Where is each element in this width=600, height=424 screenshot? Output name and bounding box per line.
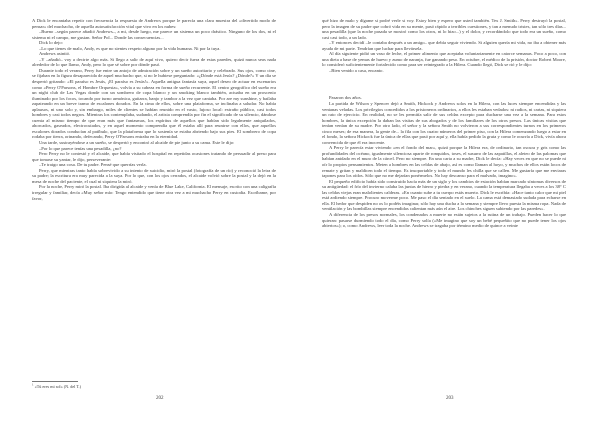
paragraph: Por la noche, Perry miró la postal. Iba dirigida al alcaide y venía de Blue Lake, California. El mensaje, escrito con una caligrafía irregular y familiar, decía «Muy señor mío: Tengo entendido que tiene otra vez a mi muchacho Perry en custodia. Escríbame, por favor, (32, 184, 276, 201)
paragraph: Durante todo el verano, Perry fue entre un antojo de admiración sobre y un sueño autoritario y celebrado. Sus ojos, como cine, se fijaban en la figura desaparecida de aquel muchacho que, si no le hubiese preguntado: «¿Dónde está Jesús? ¿Dónde?» Y un día se despertó gritando: «El paraíso es Jesús, ¡El paraíso es Jesús!». Aquella antigua fantasía suya, aquel deseo de actuar en escenarios como «Perry O'Parsons, el Hombre Orquesta», volvía a su cabeza en forma de sueño recurrente. El centro geográfico del sueño era un night club de Las Vegas donde con un sombrero de copa blanco y un smoking blanco también, actuaba en un proscenio iluminado por los focos, tocando por turno armónica, guitarra, banjo y tambor a la vez que cantaba. Por are my sunshine, y bailaba zapateando en un breve tramo de escalones dorados. En la cima de ellos, sobre una plataforma, se inclinaba a saludar. No había aplausos, ni uno solo y, sin embargo, miles de clientes se habían reunido en el vasto, lujoso local: extraño público, casi todos hombres y casi todos negros. Mientras los contemplaba, sudando, el artista comprendía por fin el significado de su silencio, dándose cuenta al mismo tiempo de que eran más que fantasmas, los espíritus de aquellos que habían sido legalmente aniquilados, ahorcados, gaseados, electrocutados, y en aquel momento comprendía que él estaba allí para reunirse con ellos, que aquellos escalones dorados conducían al patíbulo, que la plataforma que lo sostenía se estaba abriendo bajo sus pies. El sombrero de copa rodaba por tierra, orinando, defecando, Perry O'Parsons entraba en la eternidad. (32, 67, 276, 140)
paragraph: El pequeño edificio había sido construido hacía más de un siglo y los cambios de estación habían marcado síntomas diversos de su antigüedad: el frío del invierno calaba las juntas de hierro y piedra y en verano, cuando la temperatura llegaba a veces a los 38° C las celdas viejas eran malolientes calderas. «En cuanto sube a tu cuerpo estás muerto. Dick le escribía: «Hace tanto calor que mi piel está ardiendo siempre. Procuro moverme poco. Me paso el día sentado en el suelo. La cama está demasiado sudada para echarse en ella. El hedor que despiden no os lo podéis imaginar, sólo hay una ducha a la semana y siempre llevo puesta la misma ropa. Nada de ventilación y las bombillas siempre encendidas calientan más aún el aire. Los chinches siguen subiendo por las paredes». (322, 178, 566, 212)
paragraph: A Dick le encantaba repetir con frecuencia la respuesta de Andrews porque le parecía una clara muestra del «divertido modo de pensar» del muchacho, de aquella autosatisfacción vital que vivo en los nubes: (32, 18, 276, 29)
page-number-right: 203 (446, 396, 454, 401)
page-number-left: 202 (156, 396, 164, 401)
paragraph: –Bien venido a casa, encanto. (329, 67, 384, 73)
paragraph: A Perry le parecía estar viviendo «en el fondo del mar», quizá porque la Hilera era, de ordinario, tan oscura y gris como las profundidades del océano, igualmente silenciosa aparte de ronquidos, toses, el susurro de las zapatillas, el aleteo de las palomas que habían anidado en el muro de la cárcel. Pero no siempre. En una carta a su madre, Dick le decía: «Hay veces en que no se puede ni oír lo propios pensamientos. Meten a hombres en las celdas de abajo, así es como llaman al hoyo, y muchos de ellos están locos de remate y gritan y maldicen todo el tiempo. Es insoportable y todo el mundo les chilla que se callen. Me gustaría que me enviaras tapones para los oídos. Sólo que no me dejarían ponérmelos. No hay descanso para el malvado, imagino». (322, 145, 566, 179)
paragraph: Una tarde, sustrayéndose a un sueño, se despertó y encontró al alcaide de pie junto a su cama. Este le dijo: (39, 140, 235, 146)
paragraph: –Te traigo una cosa. De tu padre. Pensé que querrías verla. (39, 162, 147, 168)
paragraph: Dick lo dejo: (39, 40, 63, 46)
paragraph: –Y –añadió– voy a decirte algo más. Si llego a salir de aquí vivo, quiero decir fuera de estas paredes, quizá nunca seas nada alrededor de lo que llamo, Andy, pero lo que sé sobre por dónde pasó. (32, 56, 276, 68)
right-text-column (322, 18, 566, 229)
paragraph: Pero Perry no le contestó y el alcaide, que había visitado el hospital en repetidas ocasiones tratando de persuadir al preso para que tomase su yantar, le dijo, perseverante: (32, 151, 276, 162)
paragraph: Andrews asintió. (39, 51, 71, 57)
paragraph: –Y entonces decidí –le contaba después a un amigo– que debía seguir viviendo. Si alguien quería mi vida, no iba a obtener más ayuda de mi parte. Tendrían que luchar para llevársela. (322, 40, 566, 51)
footnote (32, 384, 81, 389)
right-page (300, 0, 600, 424)
footnote-rule (32, 381, 78, 382)
paragraph: qué hizo de malo y dígame si podré verle si voy. Estoy bien y espero que usted también. Tex J. Smith». Perry destruyó la postal, pero la imagen de su padre que cobró vida en su mente, pasó rápido a terribles cuestiones, y tan a menudo tristes, tan sólo tres días... una pesadilla (que la noche pasada se mostró como los otros, ni lo hizo...) y el dolor, y recordándolo que todo era un sueño, como casi casi todo, a un lado. (322, 18, 566, 40)
paragraph: Pasaron dos años. (329, 95, 362, 101)
paragraph: La partida de Wilson y Spencer dejó a Smith, Hickock y Andrews solos en la Hilera, con las luces siempre encendidas y las ventanas veladas. Los privilegios concedidos a los prisioneros ordinarios, a ellos les estaban vedados: ni radios, ni cartas, ni siquiera un rato de ejercicio. En realidad, no se les permitía salir de sus celdas excepto para ducharse una vez a la semana. Para estos hombres, la única excepción la daban las visitas de sus abogados y de los familiares de los otros presos. Las únicas visitas que tenían venían de su madre. Por otro lado, el señor y la señora Smith no volvieron a sus correspondientes turnos en los primeros cinco meses; de esa manera, la gente de... la fila con los cuatro números del primer piso, con la Hilera comenzando luego a estar en el fondo, la señora Hickock fue la única de ellas que pasó por aquí y, ella había pedido la gruta y como le ocurría a Dick, vivía ahora convencida de que él era inocente. (322, 101, 566, 145)
footnote-marker: 1 (32, 382, 34, 387)
paragraph: –Bueno –según parece añadió Andrews–, a mi, desde luego, me parece un sistema un poco drástico. Ninguno de los dos, ni el sistema ni el campo, me gustan. Señor Pol... Donde las consecuencias... (32, 29, 276, 40)
paragraph: –Por lo que parece tenías una pesadilla, ¿no? (39, 145, 122, 151)
paragraph: –Lo que tienes de malo, Andy, es que no sientes respeto alguno por la vida humana. Ni por la tuya. (39, 45, 221, 51)
footnote-text: «Tú eres mi sol» (N. del T.) (34, 384, 82, 389)
paragraph: A diferencia de los presos normales, los condenados a muerte no están sujetos a la rutina de un trabajo. Pueden hacer lo que quieran: pasarse durmiendo todo el día, como Perry solía («Me imagino que soy un bebé pequeñito que no puede tener los ojos abiertos»); o, como Andrews, leer toda la noche. Andrews se tragaba por término medio de quince a veinte (322, 211, 566, 229)
paragraph: Perry, que mientras tanto había sobrevivido a su intento de suicidio, miró la postal (fotografía de un río) y reconoció la letra de su padre; la escritura era muy parecida a la suya. Por lo que, con los ojos cerrados, el alcaide volvió sobre la postal y la dejó en la mesa de noche del paciente, el cual ni siquiera la miró. (32, 167, 276, 184)
left-text-column (32, 18, 276, 201)
paragraph: Al día siguiente pidió un vaso de leche, el primer alimento que aceptaba voluntariamente en catorce semanas. Poco a poco, con una dieta a base de yemas de huevo y zumo de naranja, fue ganando peso. En octubre, el médico de la prisión, doctor Robert Moore, lo consideró suficientemente fortalecido como para ser reintegrado a la Hilera. Cuando llegó, Dick se rió y le dijo: (322, 51, 566, 68)
